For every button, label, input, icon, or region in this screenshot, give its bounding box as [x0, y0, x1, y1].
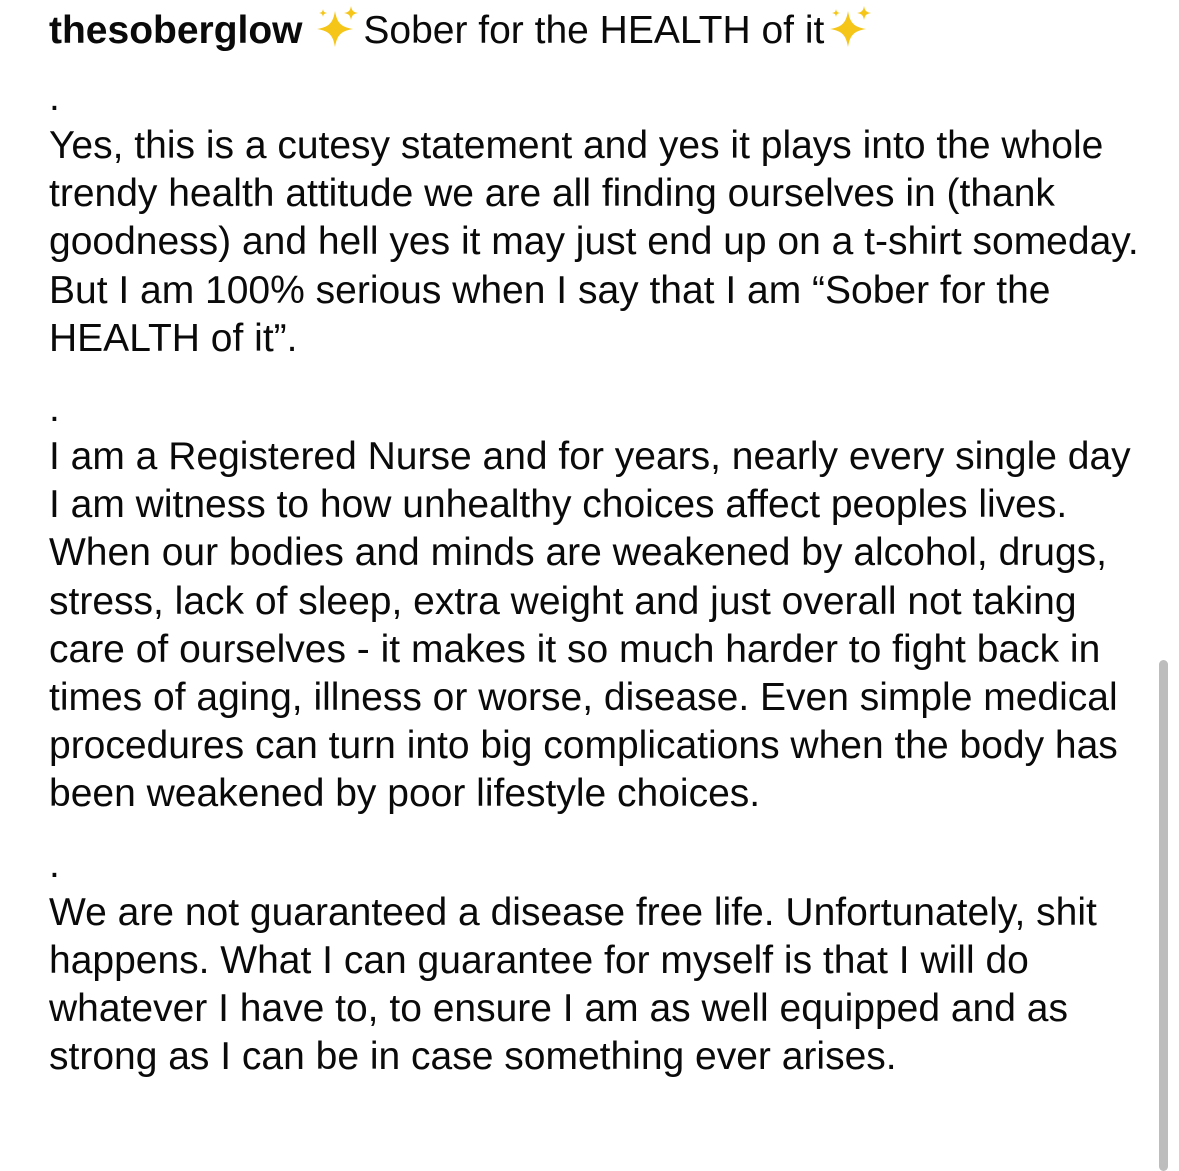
caption-header [49, 4, 1144, 58]
sparkles-icon [826, 5, 876, 49]
post-caption [49, 4, 1144, 1081]
separator-dot: . [49, 387, 60, 431]
caption-paragraph: We are not guaranteed a disease free life. Unfortunately, shit happens. What I can guarantee for myself is that I will do whatever I have to, to ensure I am as well equipped and as strong as I can be in case something ever arises. [49, 890, 1097, 1079]
separator-dot: . [49, 842, 60, 886]
sparkles-icon [313, 5, 363, 49]
separator-dot: . [49, 76, 60, 119]
scrollbar[interactable] [1159, 660, 1168, 1171]
post-title: Sober for the HEALTH of it [363, 9, 825, 52]
caption-paragraph: I am a Registered Nurse and for years, nearly every single day I am witness to how unhealthy choices affect peoples lives. When our bodies and minds are weakened by alcohol, drugs, stress, lack of sleep, extra weight and just overall not taking care of ourselves - it makes it so much harder to fight back in times of aging, illness or worse, disease. Even simple medical procedures can turn into big complications when the body has been weakened by poor lifestyle choices. [49, 435, 1131, 816]
caption-paragraph: Yes, this is a cutesy statement and yes it plays into the whole trendy health attitude we are all finding ourselves in (thank goodness) and hell yes it may just end up on a t-shirt someday. But I am 100% serious when I say that I am “Sober for the HEALTH of it”. [49, 124, 1139, 360]
username-link[interactable]: thesoberglow [49, 9, 303, 52]
